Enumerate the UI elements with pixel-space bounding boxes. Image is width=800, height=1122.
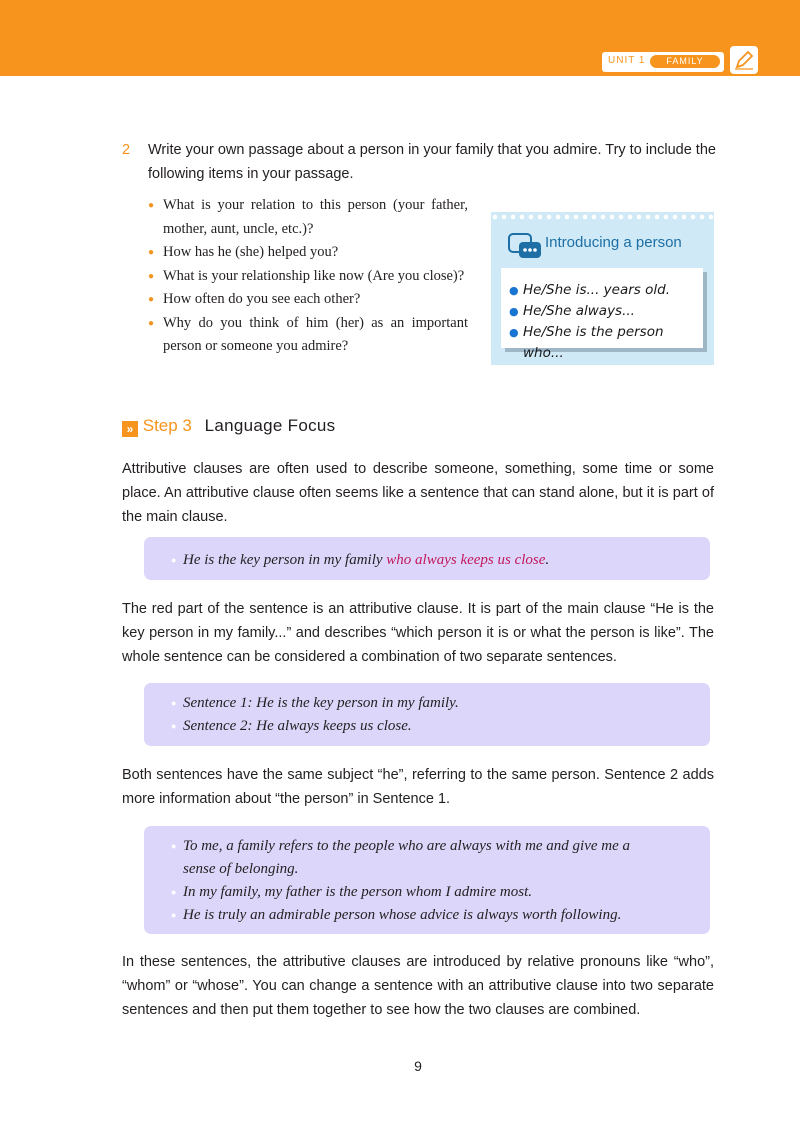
list-item: ● Why do you think of him (her) as an important person or someone you admire? (148, 312, 468, 359)
paragraph: Attributive clauses are often used to describe someone, something, some time or some place. An attributive clause often seems like a sentence that can stand alone, but it is part of the main clause. (122, 461, 714, 525)
intro-phrases-box (501, 268, 703, 361)
list-item: ● What is your relation to this person (your father, mother, aunt, uncle, etc.)? (148, 194, 468, 241)
unit-label: UNIT 1 (608, 55, 646, 66)
main-clause: He is the key person in my family (183, 552, 387, 568)
example-sentence: ● He is truly an admirable person whose advice is always worth following. (144, 904, 710, 927)
example-sentence: ● To me, a family refers to the people who are always with me and give me a (144, 835, 710, 858)
pen-icon (730, 46, 758, 74)
example-sentence: ● Sentence 1: He is the key person in my family. (144, 692, 710, 715)
example-sentence: ● In my family, my father is the person whom I admire most. (144, 881, 710, 904)
list-item: ● What is your relationship like now (Are you close)? (148, 265, 468, 289)
list-item: ● He/She is... years old. (501, 280, 703, 301)
introducing-a-person-card (491, 212, 714, 365)
example-box-3 (144, 826, 710, 934)
task-number: 2 (122, 142, 131, 158)
list-item: ● How often do you see each other? (148, 288, 468, 312)
example-sentence: ● Sentence 2: He always keeps us close. (144, 715, 710, 738)
task-items (148, 194, 468, 359)
step-title: Language Focus (204, 416, 336, 435)
task-instruction: Write your own passage about a person in your family that you admire. Try to include the following items in your passage. (148, 142, 716, 182)
family-label: FAMILY (650, 55, 720, 68)
step-number: Step 3 (142, 416, 192, 435)
example-box-1 (144, 537, 710, 580)
double-chevron-icon: » (122, 421, 138, 437)
example-sentence-continued: sense of belonging. (183, 861, 299, 877)
list-item: ● How has he (she) helped you? (148, 241, 468, 265)
step-heading (122, 416, 335, 437)
paragraph: Both sentences have the same subject “he”, referring to the same person. Sentence 2 adds more information about “the person” in Sentence 1. (122, 767, 714, 807)
paragraph: The red part of the sentence is an attributive clause. It is part of the main clause “He is the key person in my family...” and describes “which person it is or what the person is like”. The whole sentence can be considered a combination of two separate sentences. (122, 601, 714, 665)
chat-bubble-icon (507, 230, 543, 262)
example-sentence (144, 549, 710, 572)
list-item: ● He/She always... (501, 301, 703, 322)
paragraph: In these sentences, the attributive clauses are introduced by relative pronouns like “who”, “whom” or “whose”. You can change a sentence with an attributive clause into two separate sentences and then put them together to see how the two clauses are combined. (122, 954, 714, 1018)
sentence-end: . (545, 552, 550, 568)
list-item: ● He/She is the person who... (501, 322, 703, 364)
header-bar (0, 0, 800, 76)
page-number: 9 (414, 1058, 422, 1074)
notepad-rings (491, 212, 714, 222)
attributive-clause: who always keeps us close (386, 552, 546, 568)
unit-tag (602, 52, 724, 72)
intro-card-title: Introducing a person (545, 234, 682, 251)
example-box-2 (144, 683, 710, 746)
